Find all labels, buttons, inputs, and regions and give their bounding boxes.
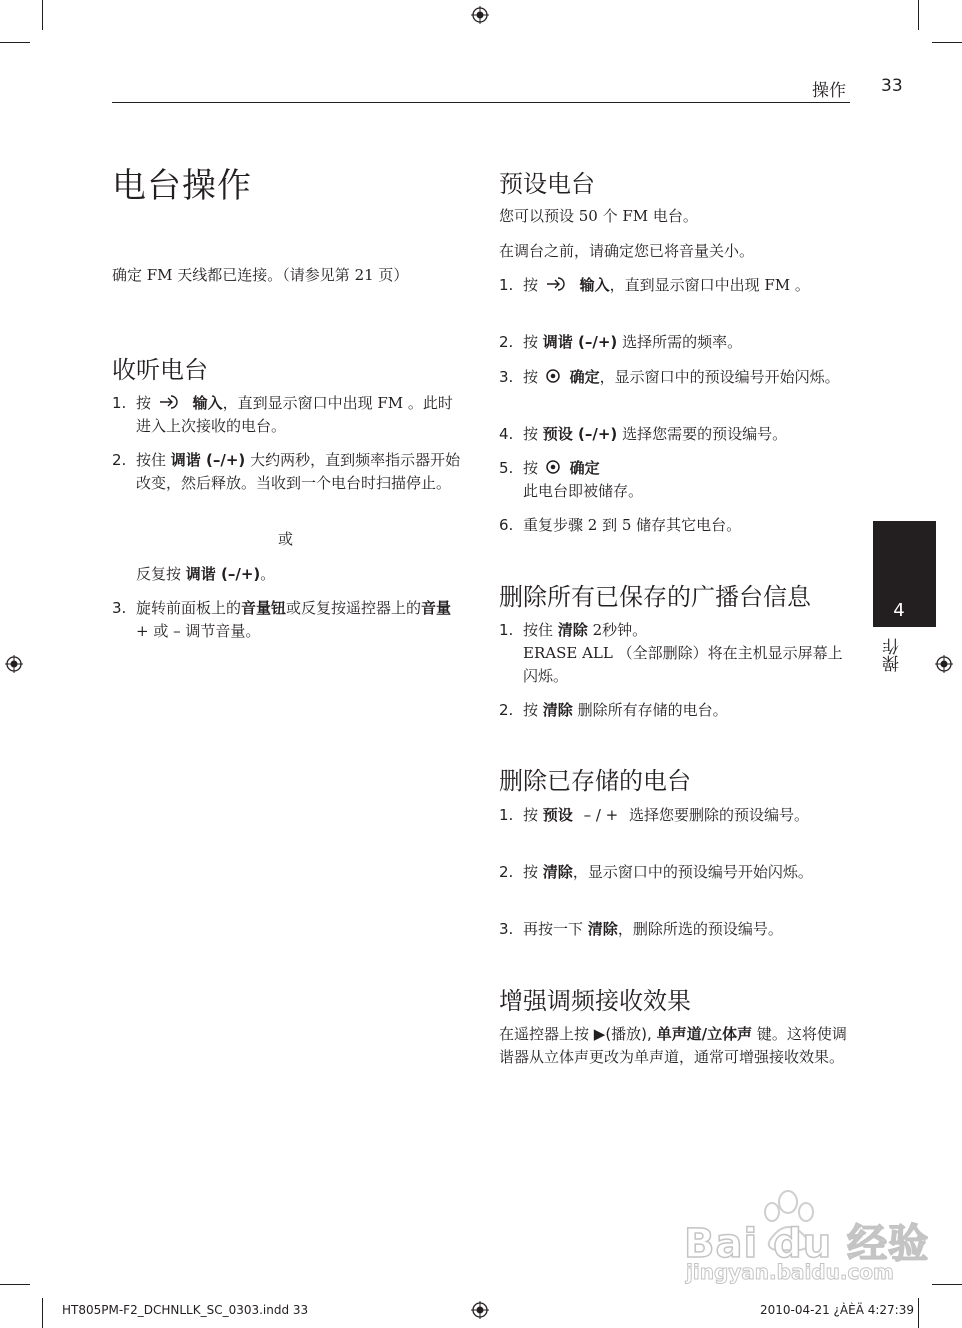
list-item	[499, 423, 849, 446]
item-text: ，显示窗口中的预设编号开始闪烁。	[572, 863, 813, 881]
item-number: 6.	[499, 516, 514, 534]
list-item	[499, 861, 849, 884]
item-text: 大约两秒，直到频率指示器开始改变，然后释放。当收到一个电台时扫描停止。	[136, 451, 461, 492]
item-body	[499, 619, 849, 688]
item-text: + 或 – 调节音量。	[136, 622, 261, 640]
item-text: 删除所有存储的电台。	[577, 701, 728, 719]
list-item	[499, 619, 849, 688]
item-number: 5.	[499, 459, 514, 477]
header-section: 操作	[812, 81, 846, 101]
crop-mark	[932, 42, 962, 43]
item-number: 2.	[499, 863, 514, 881]
header-rule	[112, 102, 850, 103]
item-body	[499, 457, 849, 503]
button-label: 音量	[421, 599, 452, 617]
item-text: 按	[523, 276, 539, 294]
item-body	[499, 699, 849, 722]
item-text: 选择您需要的预设编号。	[622, 425, 788, 443]
item-text: ，删除所选的预设编号。	[617, 920, 783, 938]
button-label: 输入	[579, 276, 610, 294]
item-text: 按	[136, 394, 152, 412]
button-label: 预设 (–/+)	[542, 425, 618, 443]
list-item	[499, 457, 849, 503]
or-text: 或	[278, 530, 294, 548]
section-heading-delete-all: 删除所有已保存的广播台信息	[499, 583, 811, 611]
list-item	[499, 274, 849, 297]
crop-mark	[0, 42, 30, 43]
item-text: ，显示窗口中的预设编号开始闪烁。	[599, 368, 840, 386]
item-text: 此电台即被储存。	[523, 482, 644, 500]
button-label: 调谐 (–/+)	[170, 451, 246, 469]
footer-timestamp: 2010-04-21 ¿ÀÈÄ 4:27:39	[760, 1303, 914, 1317]
button-label: 确定	[569, 368, 600, 386]
item-text: 按	[523, 806, 539, 824]
item-number: 2.	[112, 451, 127, 469]
item-text: 键。这将使调谐器从立体声更改为单声道，通常可增强接收效果。	[499, 1025, 847, 1066]
item-text: 。	[260, 565, 276, 583]
button-label: 单声道/立体声	[656, 1025, 753, 1043]
item-number: 3.	[499, 920, 514, 938]
button-label: 清除	[542, 863, 573, 881]
list-item	[499, 699, 849, 722]
list-item	[112, 597, 462, 643]
section-heading-delete-one: 删除已存储的电台	[499, 767, 691, 795]
item-text: 按	[523, 459, 539, 477]
repeat-paragraph	[136, 563, 456, 586]
item-body	[499, 274, 849, 297]
item-text: ，直到显示窗口中出现 FM 。	[609, 276, 810, 294]
item-text: 选择所需的频率。	[622, 333, 743, 351]
item-text: 旋转前面板上的	[136, 599, 242, 617]
crop-mark	[918, 1298, 919, 1328]
watermark-url: jingyan.baidu.com	[686, 1260, 894, 1284]
item-body: 重复步骤 2 到 5 储存其它电台。	[523, 516, 742, 534]
list-item	[499, 331, 849, 354]
list-item	[112, 449, 462, 495]
item-text: 再按一下	[523, 920, 584, 938]
item-number: 2.	[499, 701, 514, 719]
item-text: 选择您要删除的预设编号。	[629, 806, 810, 824]
button-label: 调谐 (–/+)	[542, 333, 618, 351]
list-item	[112, 392, 462, 438]
item-body	[499, 918, 859, 941]
item-body	[112, 392, 462, 438]
item-text: 按	[523, 425, 539, 443]
page-number: 33	[881, 76, 903, 96]
crop-mark	[42, 0, 43, 30]
section-heading-fm-reception: 增强调频接收效果	[499, 987, 691, 1015]
registration-mark-icon	[471, 6, 489, 24]
item-number: 1.	[499, 806, 514, 824]
button-label: 确定	[569, 459, 600, 477]
item-text: ERASE ALL （全部删除）将在主机显示屏幕上闪烁。	[523, 644, 843, 685]
button-label: 清除	[587, 920, 618, 938]
chapter-number: 4	[893, 600, 905, 621]
item-number: 1.	[499, 621, 514, 639]
item-body	[499, 423, 849, 446]
item-text: 按	[523, 333, 539, 351]
footer-file-info: HT805PM-F2_DCHNLLK_SC_0303.indd 33	[62, 1303, 309, 1317]
item-body	[499, 861, 849, 884]
item-number: 3.	[112, 599, 127, 617]
registration-mark-icon	[935, 655, 953, 673]
item-number: 2.	[499, 333, 514, 351]
item-text: 反复按	[136, 565, 182, 583]
item-body	[112, 597, 462, 643]
enter-icon	[545, 368, 561, 384]
item-text: ，直到显示窗口中出现 FM 。此时进入上次接收的电台。	[136, 394, 453, 435]
page-title: 电台操作	[112, 166, 252, 206]
item-number: 1.	[499, 276, 514, 294]
intro-paragraph: 确定 FM 天线都已连接。（请参见第 21 页）	[112, 266, 409, 284]
item-body	[499, 366, 849, 389]
input-icon	[158, 394, 184, 410]
crop-mark	[0, 1284, 30, 1285]
item-number: 3.	[499, 368, 514, 386]
input-icon	[545, 276, 571, 292]
preset-paragraph: 在调台之前，请确定您已将音量关小。	[499, 242, 755, 260]
item-number: 4.	[499, 425, 514, 443]
registration-mark-icon	[5, 655, 23, 673]
crop-mark	[918, 0, 919, 30]
list-item	[499, 514, 849, 537]
item-number: 1.	[112, 394, 127, 412]
separator: ,	[647, 1025, 652, 1043]
item-body	[499, 804, 849, 827]
button-label: 清除	[557, 621, 588, 639]
list-item	[499, 366, 849, 389]
item-text: 按住	[523, 621, 554, 639]
item-text: 按	[523, 368, 539, 386]
item-text: 按	[523, 701, 539, 719]
item-text: 在遥控器上按	[499, 1025, 590, 1043]
button-label: 清除	[542, 701, 573, 719]
item-body	[112, 449, 462, 495]
enter-icon	[545, 459, 561, 475]
button-label: – / +	[583, 806, 619, 824]
button-label: 音量钮	[241, 599, 287, 617]
button-label: 调谐 (–/+)	[185, 565, 261, 583]
button-label: 预设	[542, 806, 573, 824]
item-text: 或反复按遥控器上的	[286, 599, 422, 617]
item-text: 2秒钟。	[592, 621, 648, 639]
item-text: 按住	[136, 451, 167, 469]
crop-mark	[932, 1284, 962, 1285]
section-heading-listen: 收听电台	[112, 356, 208, 384]
section-heading-preset: 预设电台	[499, 170, 595, 198]
watermark-brand: Bai du 经验	[684, 1221, 930, 1267]
item-body	[499, 331, 849, 354]
fm-reception-paragraph	[499, 1023, 851, 1069]
crop-mark	[42, 1298, 43, 1328]
button-label: 输入	[192, 394, 223, 412]
registration-mark-icon	[471, 1301, 489, 1319]
chapter-label: 操作	[883, 638, 903, 672]
item-text: 按	[523, 863, 539, 881]
preset-paragraph: 您可以预设 50 个 FM 电台。	[499, 207, 698, 225]
play-button-label: ▶(播放)	[593, 1025, 648, 1043]
list-item	[499, 804, 849, 827]
list-item	[499, 918, 859, 941]
